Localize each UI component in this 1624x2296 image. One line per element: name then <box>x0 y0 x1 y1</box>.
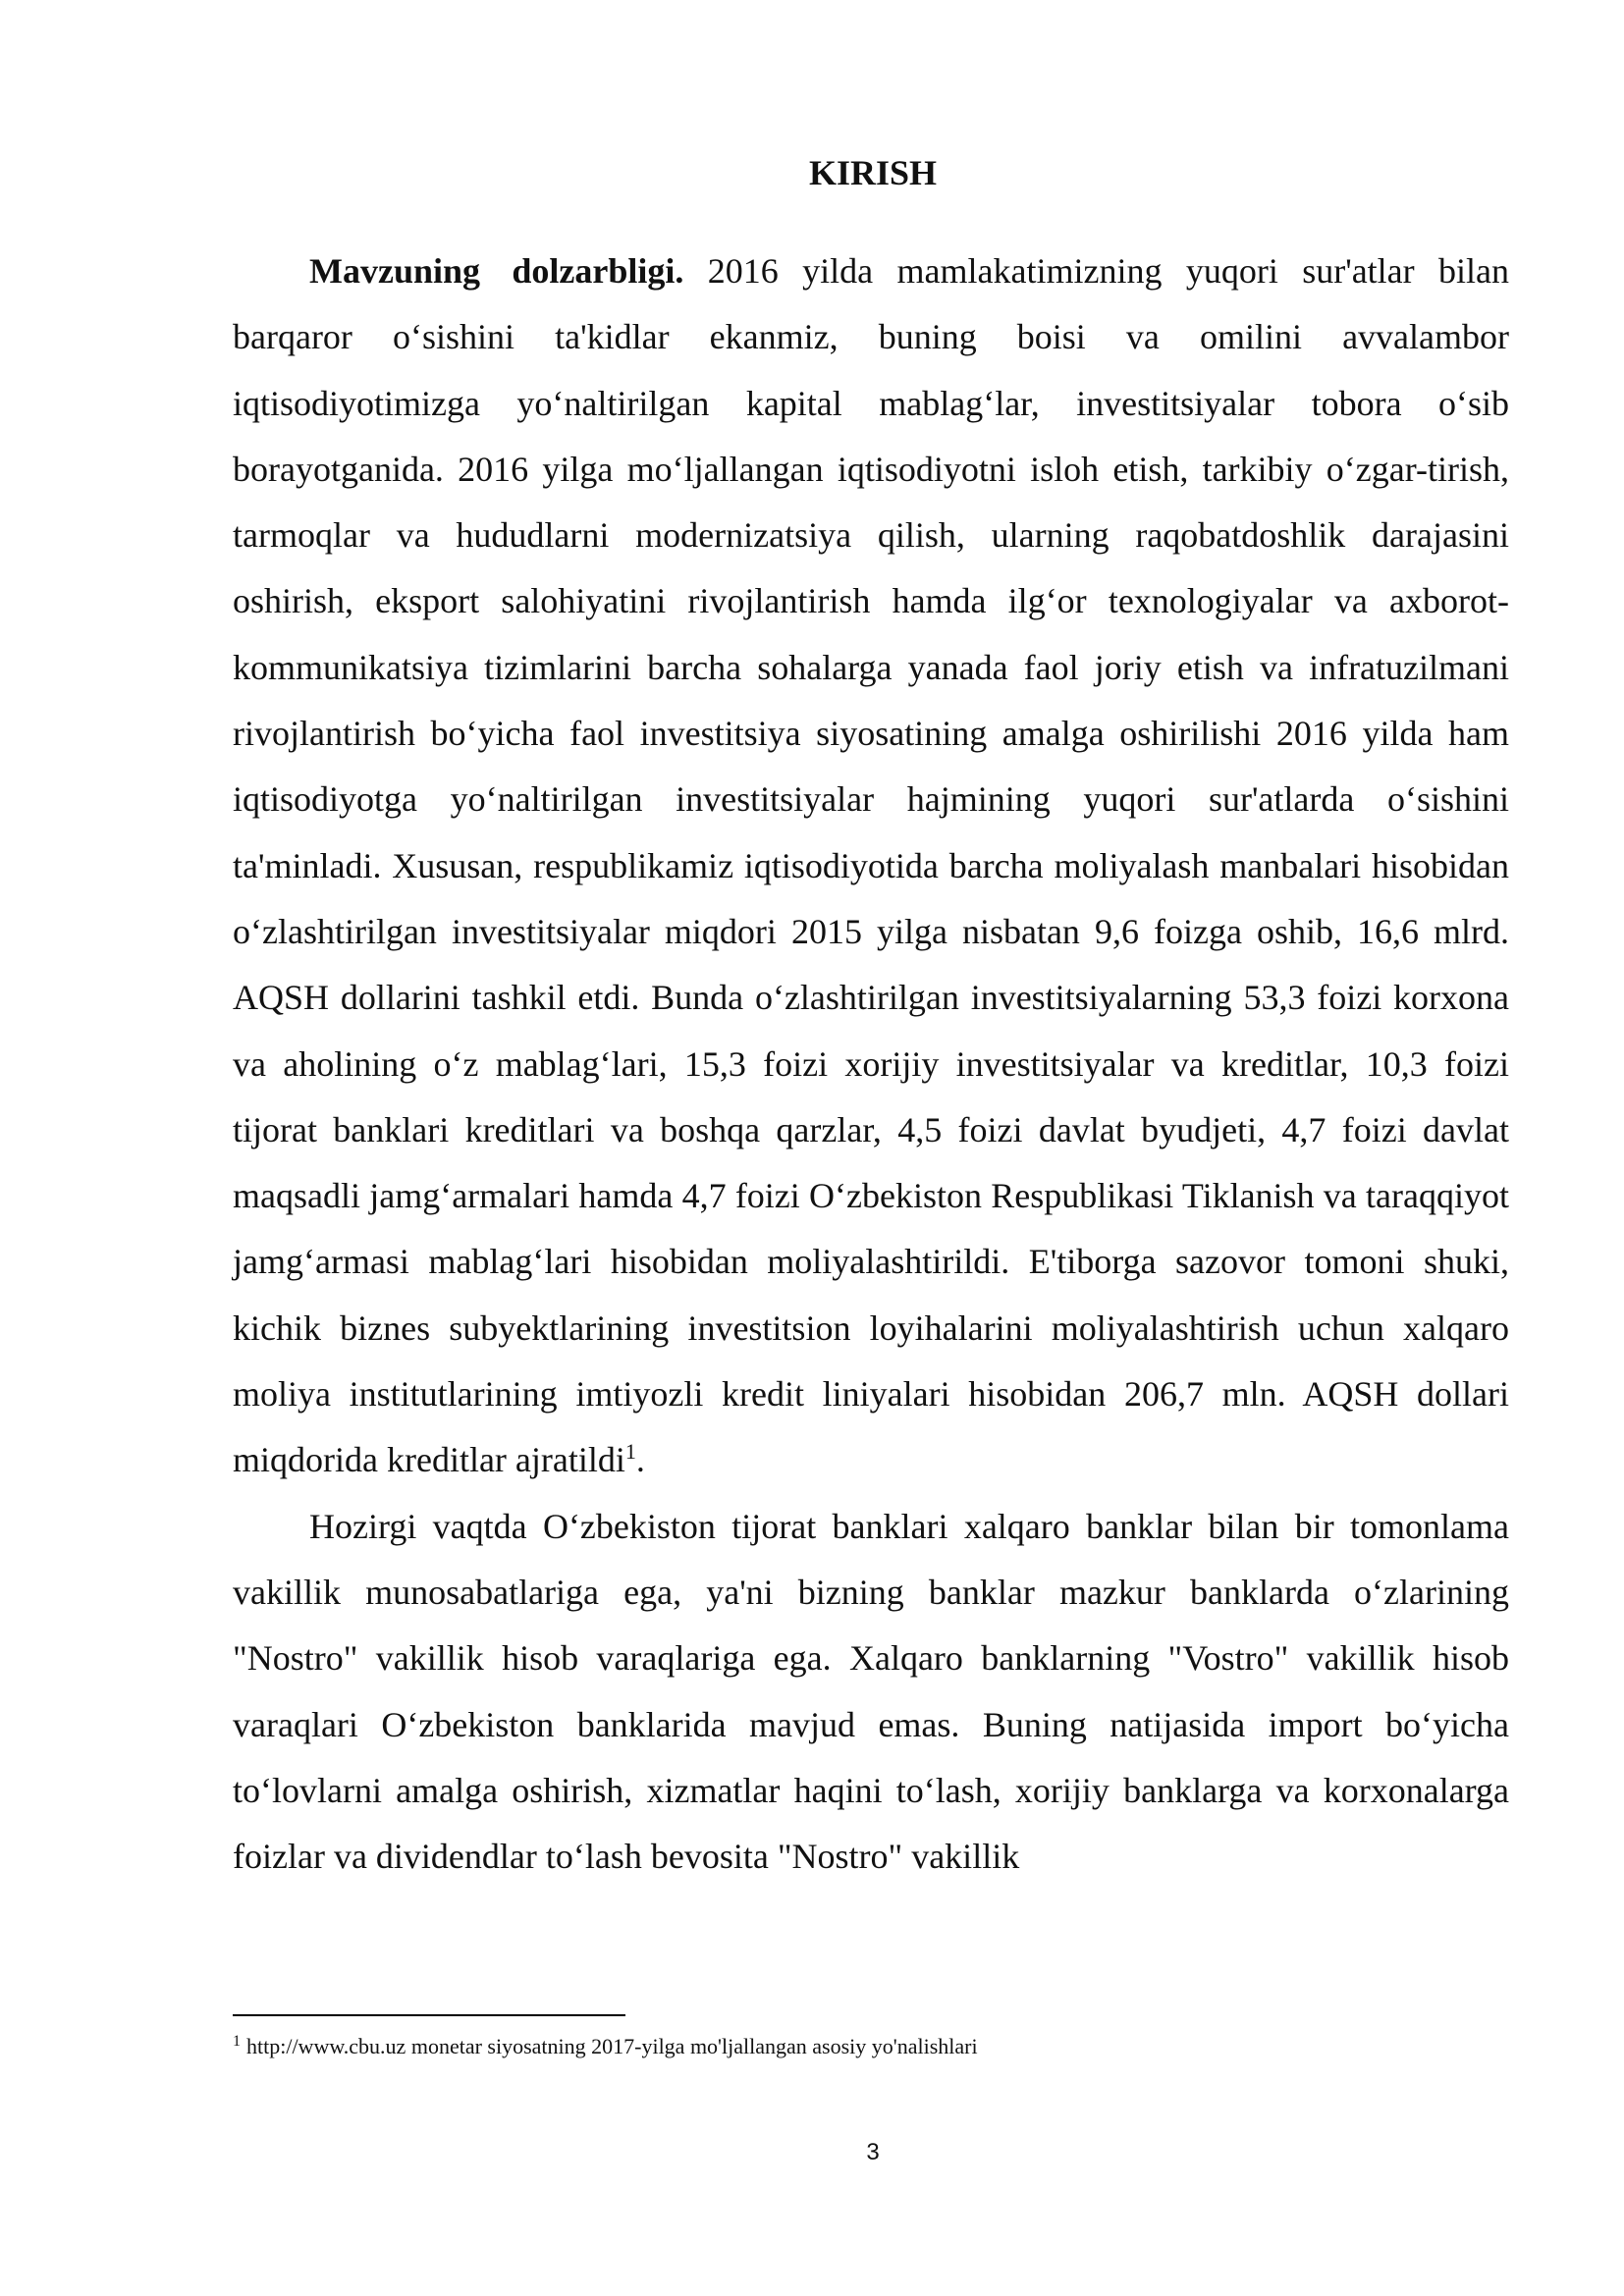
paragraph-lead: Mavzuning dolzarbligi. <box>309 251 684 291</box>
footnote-text[interactable]: http://www.cbu.uz monetar siyosatning 2017-yilga mo'ljallangan asosiy yo'nalishlari <box>246 2034 978 2058</box>
footnote-separator <box>233 2014 625 2016</box>
paragraph-1 <box>233 239 1509 1494</box>
page-number: 3 <box>866 2139 880 2165</box>
paragraph-1-end: . <box>635 1440 645 1480</box>
paragraph-1-text: 2016 yilda mamlakatimizning yuqori sur'atlar bilan barqaror o‘sishini ta'kidlar ekanmiz, buning boisi va omilini avvalambor iqtisodiyotimizga yo‘naltirilgan kapital mablag‘lar, investitsiyalar tobora o‘sib borayotganida. 2016 yilga mo‘ljallangan iqtisodiyotni isloh etish, tarkibiy o‘zgar-tirish, tarmoqlar va hududlarni modernizatsiya qilish, ularning raqobatdoshlik darajasini oshirish, eksport salohiyatini rivojlantirish hamda ilg‘or texnologiyalar va axborot-kommunikatsiya tizimlarini barcha sohalarga yanada faol joriy etish va infratuzilmani rivojlantirish bo‘yicha faol investitsiya siyosatining amalga oshirilishi 2016 yilda ham iqtisodiyotga yo‘naltirilgan investitsiyalar hajmining yuqori sur'atlarda o‘sishini ta'minladi. Xususan, respublikamiz iqtisodiyotida barcha moliyalash manbalari hisobidan o‘zlashtirilgan investitsiyalar miqdori 2015 yilga nisbatan 9,6 foizga oshib, 16,6 mlrd. AQSH dollarini tashkil etdi. Bunda o‘zlashtirilgan investitsiyalarning 53,3 foizi korxona va aholining o‘z mablag‘lari, 15,3 foizi xorijiy investitsiyalar va kreditlar, 10,3 foizi tijorat banklari kreditlari va boshqa qarzlar, 4,5 foizi davlat byudjeti, 4,7 foizi davlat maqsadli jamg‘armalari hamda 4,7 foizi O‘zbekiston Respublikasi Tiklanish va taraqqiyot jamg‘armasi mablag‘lari hisobidan moliyalashtirildi. E'tiborga sazovor tomoni shuki, kichik biznes subyektlarining investitsion loyihalarini moliyalashtirish uchun xalqaro moliya institutlarining imtiyozli kredit liniyalari hisobidan 206,7 mln. AQSH dollari miqdorida kreditlar ajratildi <box>233 251 1510 1480</box>
paragraph-2: Hozirgi vaqtda O‘zbekiston tijorat banklari xalqaro banklar bilan bir tomonlama vakillik munosabatlariga ega, ya'ni bizning banklar mazkur banklarda o‘zlarining "Nostro" vakillik hisob varaqlariga ega. Xalqaro banklarning "Vostro" vakillik hisob varaqlari O‘zbekiston banklarida mavjud emas. Buning natijasida import bo‘yicha to‘lovlarni amalga oshirish, xizmatlar haqini to‘lash, xorijiy banklarga va korxonalarga foizlar va dividendlar to‘lash bevosita "Nostro" vakillik <box>233 1506 1509 1877</box>
footnote <box>233 2032 1509 2061</box>
page-heading: KIRISH <box>808 153 938 192</box>
body-text <box>233 239 1509 1890</box>
footnote-number: 1 <box>233 2032 241 2050</box>
footnote-reference[interactable]: 1 <box>624 1439 636 1465</box>
